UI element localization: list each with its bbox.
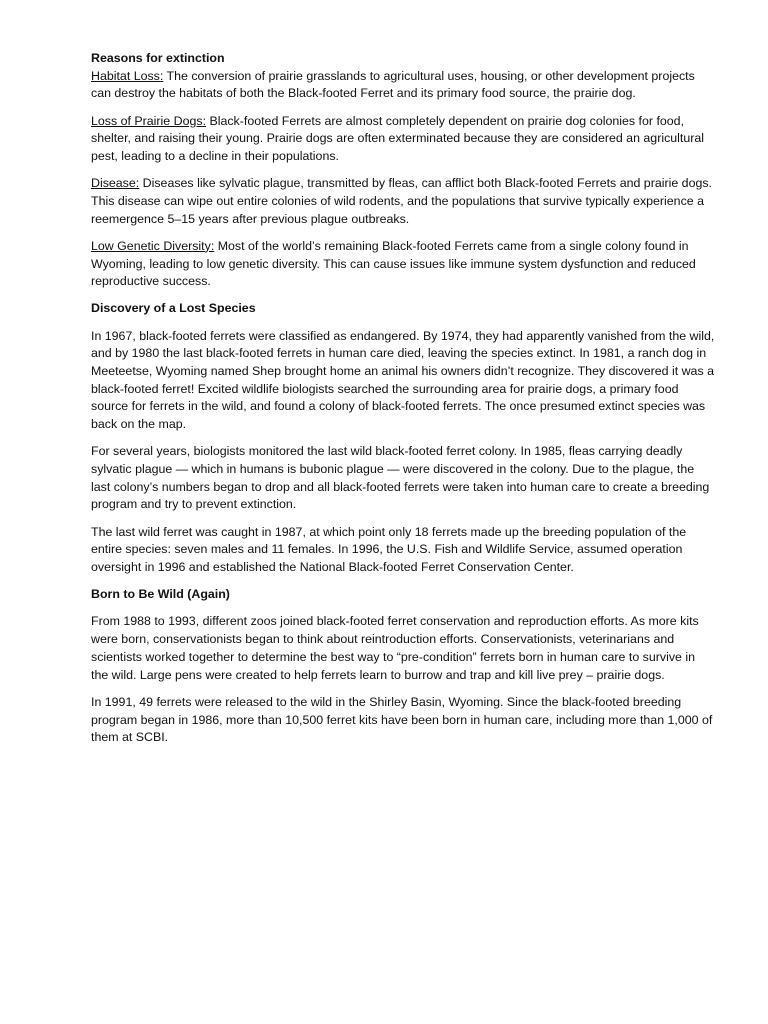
heading-reasons-for-extinction: Reasons for extinction [91, 51, 225, 65]
paragraph-disease [91, 175, 715, 228]
term-loss-of-prairie-dogs: Loss of Prairie Dogs: [91, 113, 207, 128]
paragraph-born-to-be-wild-2: In 1991, 49 ferrets were released to the wild in the Shirley Basin, Wyoming. Since the black-footed breeding program began in 1986, more than 10,500 ferret kits have been born in human care, including more than 1,000 of them at SCBI. [91, 694, 713, 745]
term-habitat-loss: Habitat Loss: [91, 68, 164, 83]
paragraph-habitat-loss [91, 68, 715, 103]
paragraph-born-to-be-wild-1: From 1988 to 1993, different zoos joined black-footed ferret conservation and reproduction efforts. As more kits were born, conservationists began to think about reintroduction efforts. Conservationists, veterinarians and scientists worked together to determine the best way to “pre-condition” ferrets born in human care to survive in the wild. Large pens were created to help ferrets learn to burrow and trap and kill live prey – prairie dogs. [91, 614, 699, 682]
term-disease: Disease: [91, 176, 140, 191]
heading-discovery-of-a-lost-species: Discovery of a Lost Species [91, 301, 256, 316]
text-loss-of-prairie-dogs: Black-footed Ferrets are almost completely dependent on prairie dog colonies for food, shelter, and raising their young. Prairie dogs are often exterminated because they are considered an agricultural pest, leading to a decline in their populations. [91, 113, 705, 164]
document-page [91, 50, 715, 756]
text-low-genetic-diversity: Most of the world’s remaining Black-footed Ferrets came from a single colony found in Wyoming, leading to low genetic diversity. This can cause issues like immune system dysfunction and reduced reproductive success. [91, 238, 696, 289]
paragraph-discovery-3: The last wild ferret was caught in 1987, at which point only 18 ferrets made up the breeding population of the entire species: seven males and 11 females. In 1996, the U.S. Fish and Wildlife Service, assumed operation oversight in 1996 and established the National Black-footed Ferret Conservation Center. [91, 524, 687, 575]
paragraph-loss-of-prairie-dogs [91, 113, 715, 166]
text-habitat-loss: The conversion of prairie grasslands to agricultural uses, housing, or other development projects can destroy the habitats of both the Black-footed Ferret and its primary food source, the prairie dog. [91, 68, 695, 101]
paragraph-discovery-2: For several years, biologists monitored the last wild black-footed ferret colony. In 1985, fleas carrying deadly sylvatic plague — which in humans is bubonic plague — were discovered in the colony. Due to the plague, the last colony’s numbers began to drop and all black-footed ferrets were taken into human care to create a breeding program and try to prevent extinction. [91, 444, 710, 512]
heading-born-to-be-wild: Born to Be Wild (Again) [91, 587, 230, 602]
text-disease: Diseases like sylvatic plague, transmitted by fleas, can afflict both Black-footed Ferrets and prairie dogs. This disease can wipe out entire colonies of wild rodents, and the populations that survive typically experience a reemergence 5–15 years after previous plague outbreaks. [91, 176, 712, 226]
paragraph-low-genetic-diversity [91, 238, 715, 291]
paragraph-discovery-1: In 1967, black-footed ferrets were classified as endangered. By 1974, they had apparently vanished from the wild, and by 1980 the last black-footed ferrets in human care died, leaving the species extinct. In 1981, a ranch dog in Meeteetse, Wyoming named Shep brought home an animal his owners didn’t recognize. They discovered it was a black-footed ferret! Excited wildlife biologists searched the surrounding area for prairie dogs, a primary food source for ferrets in the wild, and found a colony of black-footed ferrets. The once presumed extinct species was back on the map. [91, 328, 715, 432]
term-low-genetic-diversity: Low Genetic Diversity: [91, 238, 215, 253]
